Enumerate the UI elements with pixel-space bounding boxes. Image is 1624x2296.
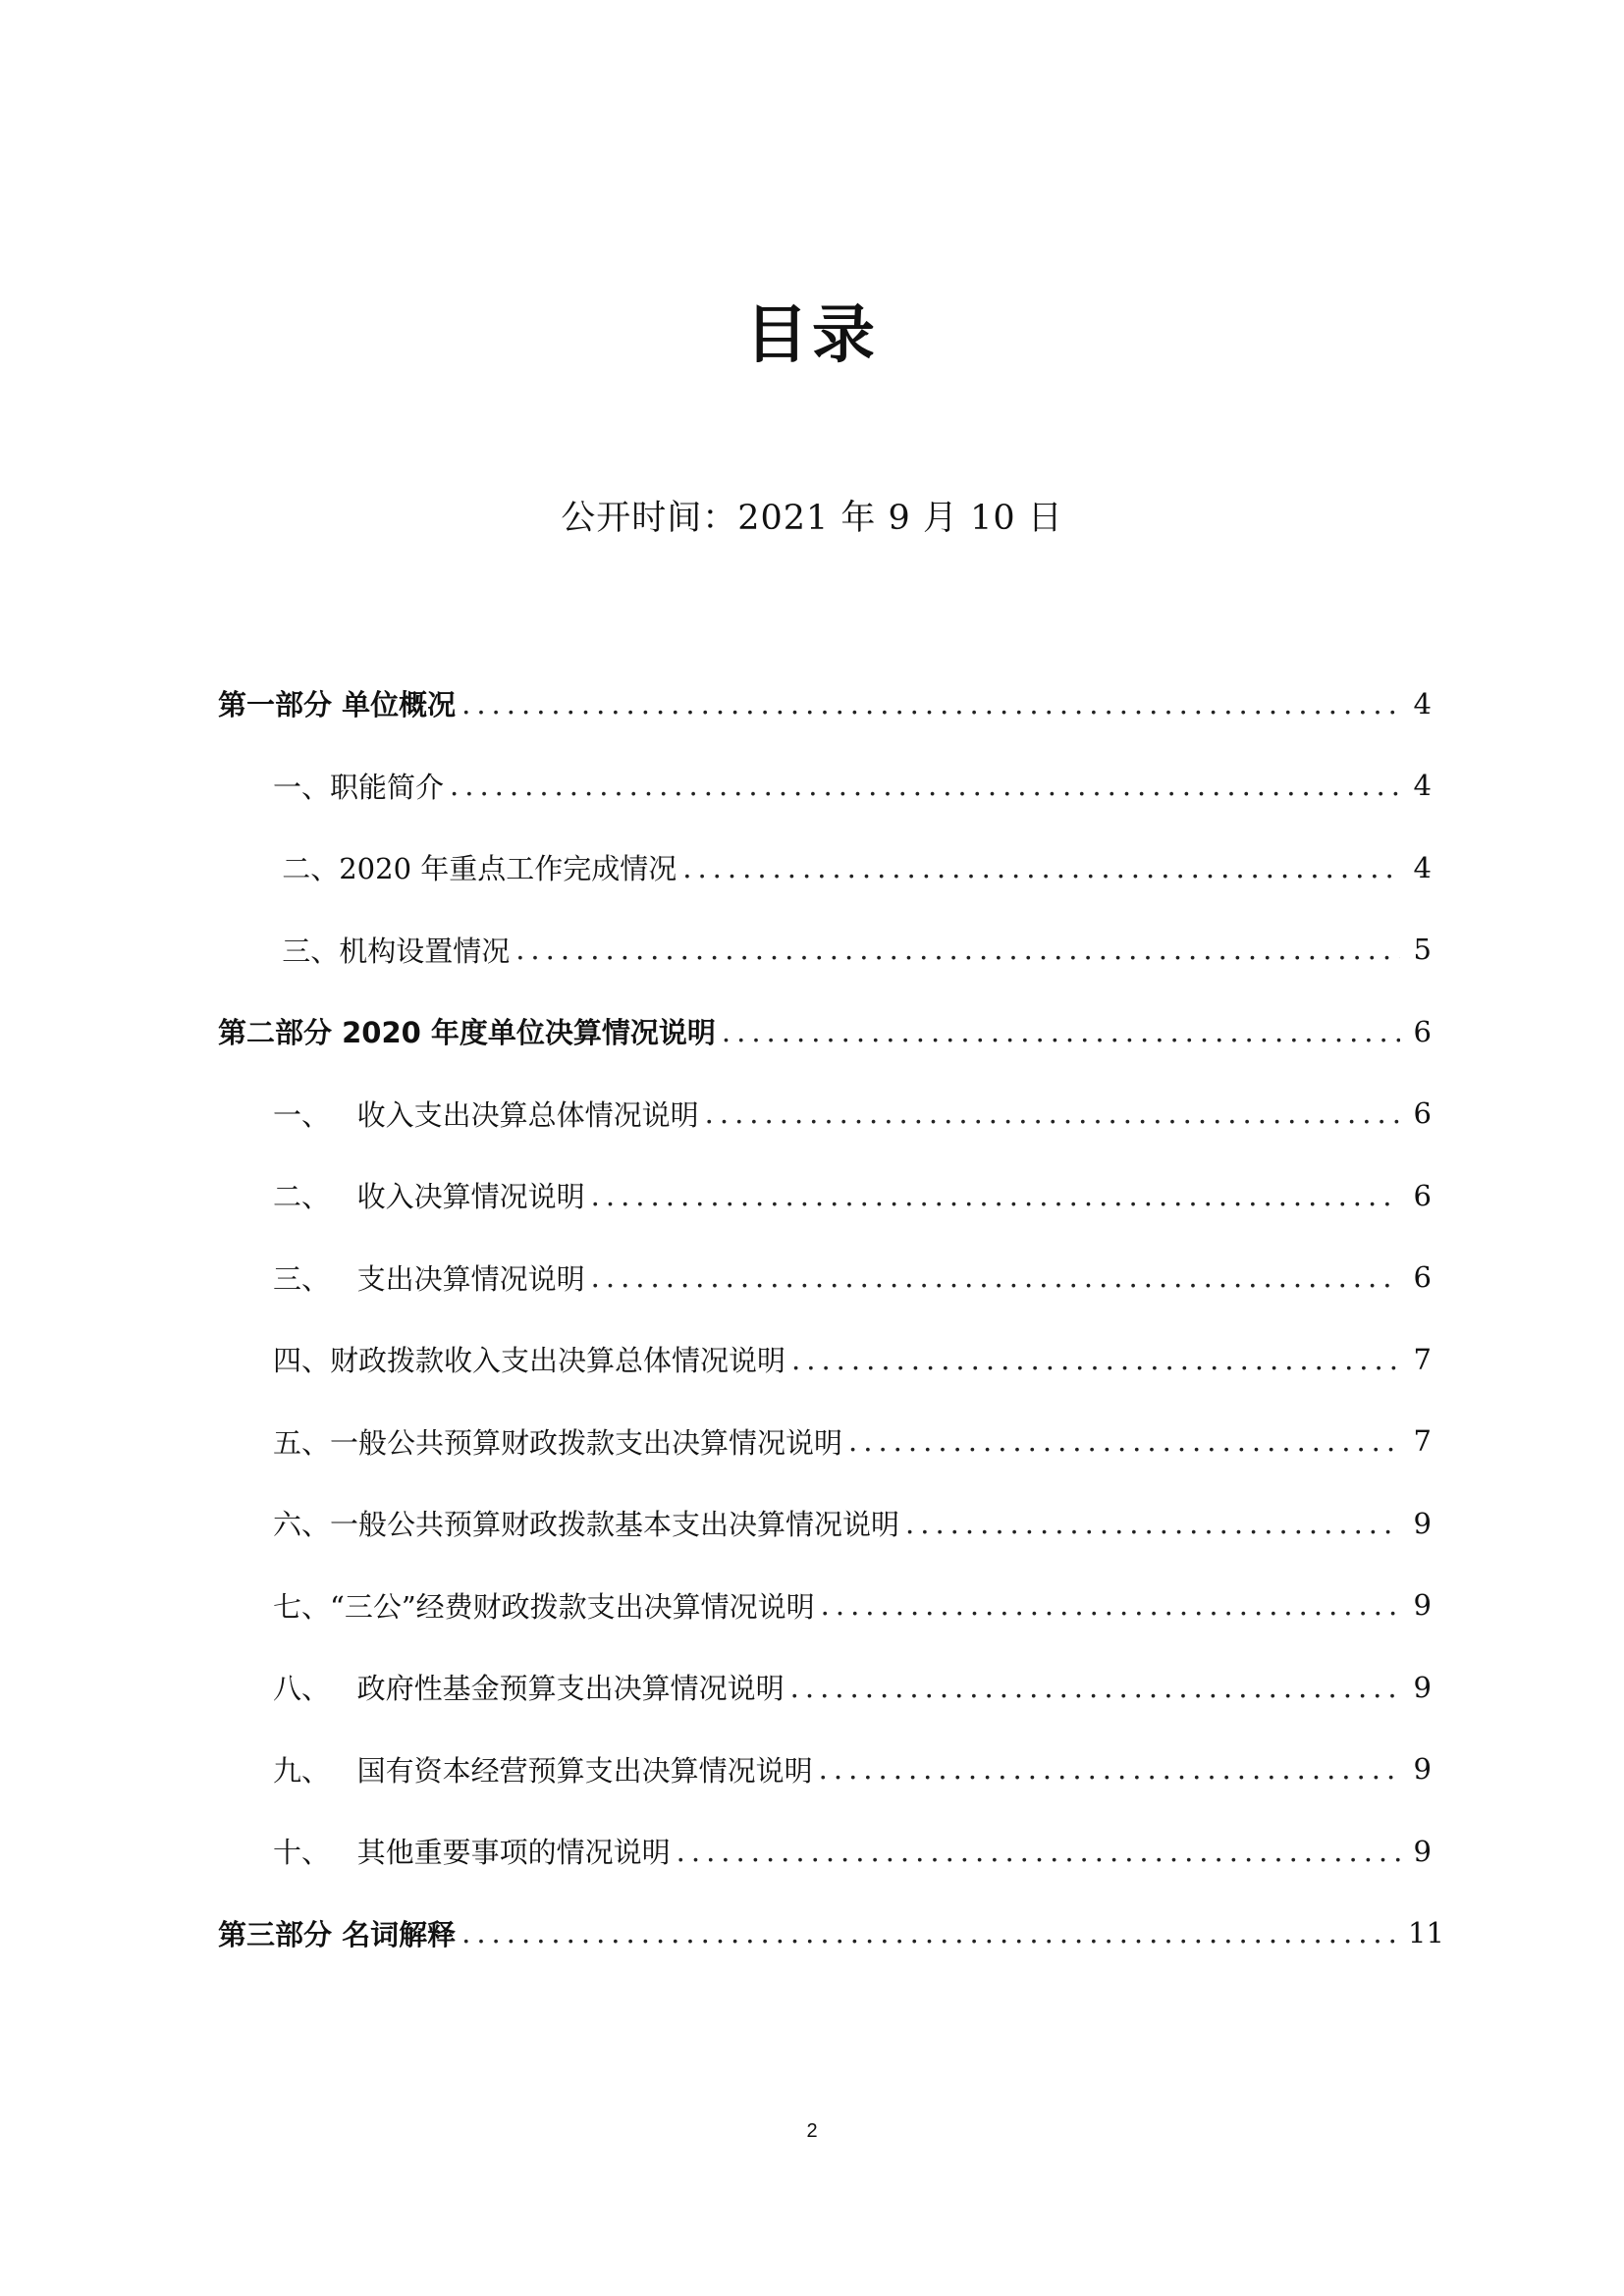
toc-entry-part-2[interactable] (218, 990, 1432, 1073)
toc-entry-page: 9 (1413, 1752, 1432, 1787)
toc-entry-key-work[interactable] (218, 827, 1432, 909)
dot-leader (591, 1179, 1400, 1212)
dot-leader (848, 1424, 1400, 1458)
toc-entry-label: 八、 政府性基金预算支出决算情况说明 (273, 1672, 785, 1706)
toc-entry-part-1[interactable] (218, 663, 1432, 745)
publish-date: 公开时间：2021 年 9 月 10 日 (561, 499, 1063, 538)
toc-entry-label: 七、“三公”经费财政拨款支出决算情况说明 (273, 1589, 815, 1624)
dot-leader (705, 1096, 1400, 1130)
toc-entry-page: 6 (1413, 1178, 1432, 1212)
toc-entry-org-setup[interactable] (218, 909, 1432, 991)
toc-entry-general-budget-basic[interactable] (218, 1482, 1432, 1565)
dot-leader (819, 1752, 1400, 1786)
dot-leader (461, 687, 1400, 721)
dot-leader (722, 1015, 1400, 1048)
toc-entry-label: 第一部分 单位概况 (218, 688, 457, 722)
toc-entry-label: 一、 收入支出决算总体情况说明 (273, 1097, 699, 1132)
table-of-contents (218, 663, 1444, 1974)
dot-leader (461, 1916, 1400, 1949)
dot-leader (905, 1507, 1400, 1540)
dot-leader (677, 1835, 1400, 1868)
toc-entry-label: 三、 支出决算情况说明 (273, 1261, 585, 1296)
toc-entry-page: 4 (1413, 769, 1432, 803)
toc-entry-fiscal-overall[interactable] (218, 1318, 1432, 1401)
toc-entry-label: 二、2020 年重点工作完成情况 (273, 852, 677, 886)
toc-entry-general-budget-expense[interactable] (218, 1401, 1432, 1483)
toc-entry-page: 6 (1413, 1096, 1432, 1131)
toc-entry-page: 9 (1413, 1834, 1432, 1868)
toc-entry-page: 5 (1413, 933, 1432, 967)
toc-entry-label: 十、 其他重要事项的情况说明 (273, 1836, 671, 1870)
toc-entry-page: 9 (1413, 1670, 1432, 1704)
toc-entry-page: 7 (1413, 1424, 1432, 1459)
toc-entry-label: 一、职能简介 (273, 770, 445, 804)
dot-leader (821, 1588, 1400, 1622)
toc-entry-expense[interactable] (218, 1237, 1432, 1319)
page-title: 目录 (745, 299, 879, 372)
toc-entry-label: 二、 收入决算情况说明 (273, 1180, 585, 1214)
dot-leader (790, 1671, 1400, 1704)
toc-entry-other-matters[interactable] (218, 1810, 1432, 1893)
toc-entry-label: 第三部分 名词解释 (218, 1917, 457, 1951)
toc-entry-label: 四、财政拨款收入支出决算总体情况说明 (273, 1344, 786, 1378)
toc-entry-page: 4 (1413, 686, 1432, 721)
toc-entry-page: 6 (1413, 1014, 1432, 1048)
toc-entry-label: 六、一般公共预算财政拨款基本支出决算情况说明 (273, 1508, 900, 1542)
toc-entry-part-3[interactable] (218, 1893, 1444, 1975)
page-number: 2 (806, 2120, 818, 2142)
toc-entry-three-public[interactable] (218, 1565, 1432, 1647)
toc-entry-page: 11 (1408, 1916, 1444, 1950)
toc-entry-page: 7 (1413, 1342, 1432, 1376)
dot-leader (591, 1260, 1400, 1294)
toc-entry-page: 4 (1413, 850, 1432, 884)
toc-entry-page: 9 (1413, 1506, 1432, 1540)
toc-entry-page: 6 (1413, 1260, 1432, 1295)
dot-leader (450, 769, 1400, 802)
toc-entry-government-fund[interactable] (218, 1646, 1432, 1729)
toc-entry-label: 九、 国有资本经营预算支出决算情况说明 (273, 1753, 813, 1788)
toc-entry-state-capital[interactable] (218, 1729, 1432, 1811)
toc-entry-income[interactable] (218, 1154, 1432, 1237)
toc-entry-label: 第二部分 2020 年度单位决算情况说明 (218, 1016, 716, 1050)
toc-entry-function-intro[interactable] (218, 745, 1432, 828)
toc-entry-label: 三、机构设置情况 (273, 934, 511, 968)
dot-leader (682, 851, 1400, 884)
dot-leader (515, 933, 1400, 966)
dot-leader (791, 1343, 1400, 1376)
toc-entry-label: 五、一般公共预算财政拨款支出决算情况说明 (273, 1425, 843, 1460)
toc-entry-page: 9 (1413, 1588, 1432, 1623)
toc-entry-income-expense-overall[interactable] (218, 1073, 1432, 1155)
